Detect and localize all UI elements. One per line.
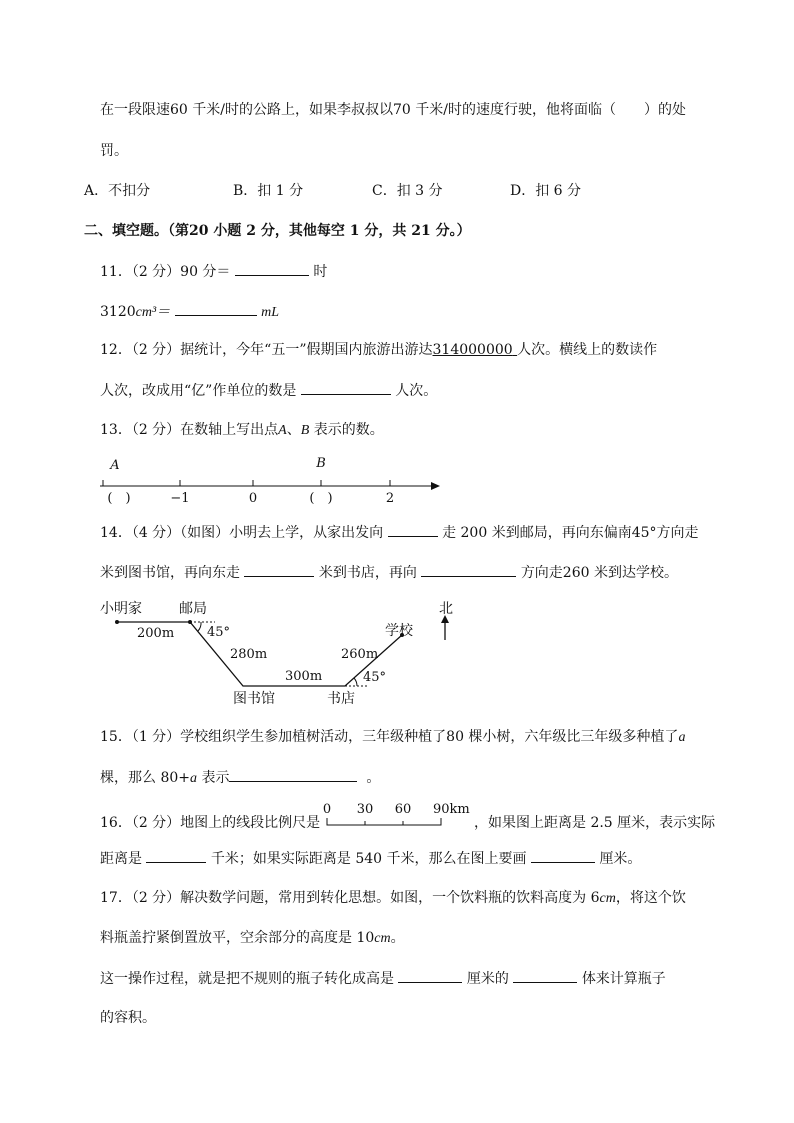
- route-map: [95, 595, 465, 710]
- q17-line2: 料瓶盖拧紧倒置放平，空余部分的高度是 10cm。: [100, 930, 405, 946]
- q11-unit: 时: [313, 264, 328, 280]
- q17-blank-1[interactable]: [398, 968, 462, 983]
- q14-blank-2[interactable]: [244, 562, 314, 577]
- map-d4: 260m: [341, 647, 379, 662]
- q15-line2: 棵，那么 80+a 表示 。: [100, 767, 380, 789]
- q12-blank[interactable]: [301, 380, 391, 395]
- q10-option-d: D．扣 6 分: [510, 183, 582, 199]
- q17-blank-2[interactable]: [513, 968, 577, 983]
- q14-blank-3[interactable]: [421, 562, 516, 577]
- tick-label-blank-b: ( ): [309, 491, 333, 506]
- q10-option-b: B．扣 1 分: [233, 183, 304, 199]
- q14-line2: 米到图书馆，再向东走 米到书店，再向 方向走260 米到达学校。: [100, 562, 678, 583]
- q17-line4: 的容积。: [100, 1010, 156, 1026]
- scale-bar: [323, 800, 473, 830]
- q15-line1: 15．（1 分）学校组织学生参加植树活动，三年级种植了80 棵小树，六年级比三年级多种植了a: [100, 729, 686, 745]
- point-b-label: B: [316, 456, 326, 471]
- q12-number: 314000000: [432, 342, 513, 358]
- q10-line1: 在一段限速60 千米/时的公路上，如果李叔叔以70 千米/时的速度行驶，他将面临（ ）的处: [100, 102, 686, 118]
- section-title: 二、填空题。（第20 小题 2 分，其他每空 1 分，共 21 分。）: [84, 223, 471, 239]
- q14-line1: 14．（4 分）（如图）小明去上学，从家出发向 走 200 米到邮局，再向东偏南45°方向走: [100, 522, 699, 543]
- q13-text: 13．（2 分）在数轴上写出点A、B 表示的数。: [100, 422, 384, 438]
- tick-label-blank-a: ( ): [107, 491, 131, 506]
- map-angle-2: 45°: [363, 670, 387, 685]
- svg-text:0: 0: [323, 802, 332, 817]
- q11-blank-1[interactable]: [235, 261, 309, 276]
- q16-line2: 距离是 千米；如果实际距离是 540 千米，那么在图上要画 厘米。: [100, 848, 641, 869]
- number-line: [95, 452, 445, 507]
- tick-label-neg1: −1: [170, 491, 190, 506]
- q11-line1: [100, 261, 327, 282]
- q11-number: 3120: [100, 304, 136, 320]
- q10-option-a: A．不扣分: [84, 183, 151, 199]
- map-angle-1: 45°: [207, 625, 231, 640]
- tick-label-0: 0: [248, 491, 258, 506]
- q12-text-4: 人次。: [395, 383, 438, 399]
- svg-text:90km: 90km: [433, 802, 470, 817]
- q10-option-c: C．扣 3 分: [372, 183, 443, 199]
- q16-text: 16．（2 分）地图上的线段比例尺是: [100, 815, 321, 831]
- q12-text: 12．（2 分）据统计，今年“五一”假期国内旅游出游达: [100, 342, 433, 358]
- q17-line3: 这一操作过程，就是把不规则的瓶子转化成高是 厘米的 体来计算瓶子: [100, 968, 666, 989]
- map-library: 图书馆: [233, 691, 275, 707]
- q11-ml: mL: [261, 305, 279, 320]
- map-d2: 280m: [230, 647, 268, 662]
- q14-blank-1[interactable]: [388, 522, 438, 537]
- q10-line2: 罚。: [100, 143, 128, 159]
- q12-text-2: 人次。横线上的数读作: [517, 342, 658, 358]
- svg-text:60: 60: [394, 802, 412, 817]
- q11-cm3: cm³＝: [135, 305, 171, 320]
- q16-blank-2[interactable]: [531, 848, 595, 863]
- q16-text-2: ，如果图上距离是 2.5 厘米，表示实际: [474, 815, 716, 831]
- point-a-label: A: [110, 458, 120, 473]
- map-d1: 200m: [137, 626, 175, 641]
- map-north: 北: [439, 601, 453, 617]
- q12-line1: [100, 340, 657, 360]
- map-school: 学校: [385, 623, 413, 639]
- tick-label-2: 2: [385, 491, 395, 506]
- q11-line2: [100, 301, 279, 323]
- map-home: 小明家: [100, 601, 142, 617]
- map-d3: 300m: [285, 669, 323, 684]
- map-bookstore: 书店: [327, 691, 355, 707]
- q12-text-3: 人次，改成用“亿”作单位的数是: [100, 383, 297, 399]
- svg-text:30: 30: [356, 802, 374, 817]
- q15-blank[interactable]: [229, 767, 357, 782]
- map-post-office: 邮局: [179, 601, 207, 617]
- q17-line1: 17．（2 分）解决数学问题，常用到转化思想。如图，一个饮料瓶的饮料高度为 6cm，将这个饮: [100, 890, 686, 906]
- q11-blank-2[interactable]: [175, 301, 257, 316]
- q12-line2: [100, 380, 437, 401]
- q16-blank-1[interactable]: [146, 848, 206, 863]
- q11-text: 11．（2 分）90 分＝: [100, 264, 231, 280]
